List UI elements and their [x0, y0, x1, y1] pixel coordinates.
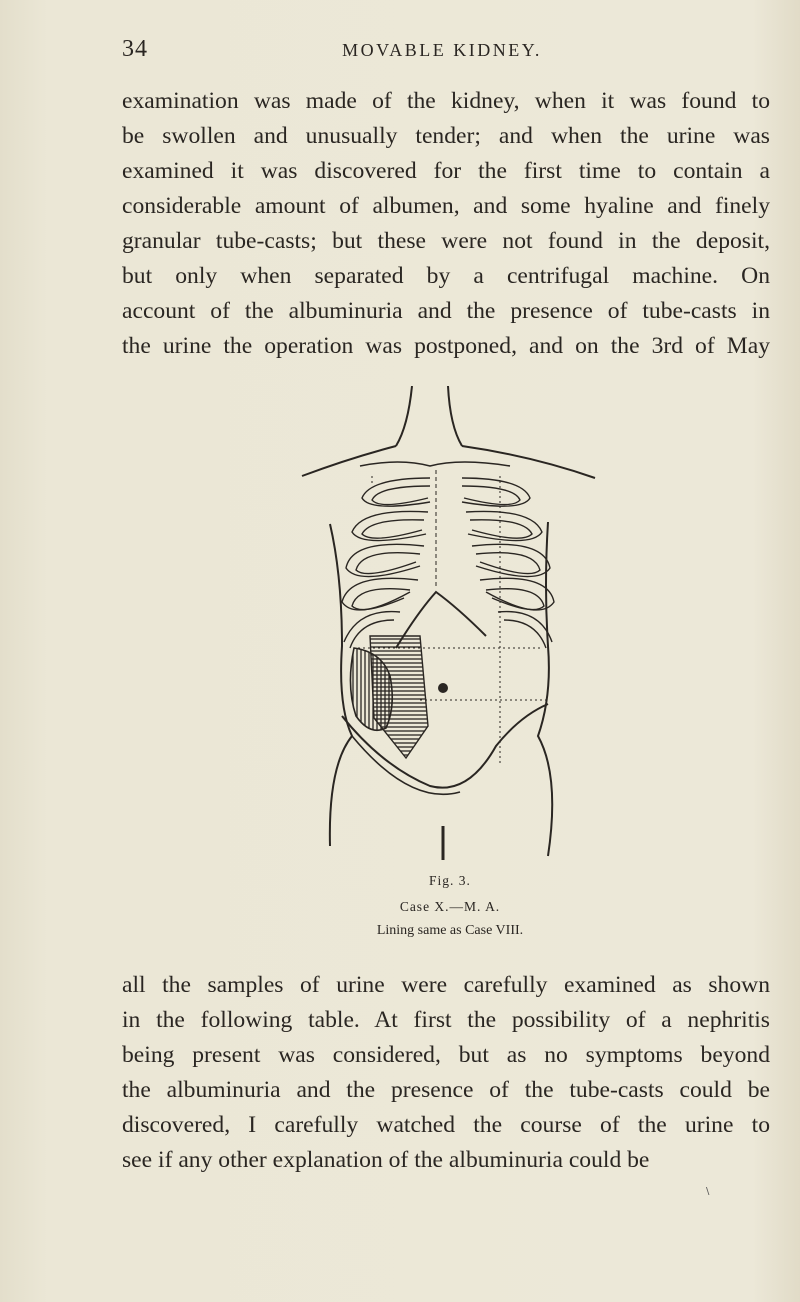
text-line: all the samples of urine were carefully examined as shown	[122, 972, 770, 998]
kidney-hatched-region	[350, 636, 448, 758]
figure-case: Case X.—M. A.	[399, 899, 501, 914]
text-line: discovered, I carefully watched the course of the urine to	[122, 1112, 770, 1138]
torso-kidney-illustration	[300, 386, 600, 864]
right-ribcage	[462, 478, 554, 648]
shoulder-left-line	[302, 446, 396, 476]
text-line: the urine the operation was postponed, and on the 3rd of May	[122, 333, 770, 359]
text-line: considerable amount of albumen, and some hyaline and finely	[122, 193, 770, 219]
neck-right-line	[448, 386, 462, 446]
page-header	[122, 36, 762, 72]
text-line: the albuminuria and the presence of the tube-casts could be	[122, 1077, 770, 1103]
torso-left-side	[330, 524, 352, 846]
clavicle-line	[360, 462, 510, 466]
paragraph-bottom	[122, 968, 770, 1178]
left-ribcage	[342, 478, 430, 648]
page-number: 34	[122, 36, 148, 62]
print-mark: \	[706, 1186, 710, 1197]
text-line: being present was considered, but as no symptoms beyond	[122, 1042, 770, 1068]
text-line: but only when separated by a centrifugal machine. On	[122, 263, 770, 289]
text-line: examination was made of the kidney, when it was found to	[122, 88, 770, 114]
figure-lining-note: Lining same as Case VIII.	[376, 923, 524, 938]
text-line: examined it was discovered for the first time to contain a	[122, 158, 770, 184]
text-line: account of the albuminuria and the presence of tube-casts in	[122, 298, 770, 324]
text-line: be swollen and unusually tender; and when the urine was	[122, 123, 770, 149]
text-line: granular tube-casts; but these were not found in the deposit,	[122, 228, 770, 254]
figure-label: Fig. 3.	[429, 873, 471, 888]
neck-left-line	[396, 386, 412, 446]
paragraph-top	[122, 84, 770, 364]
text-line: in the following table. At first the possibility of a nephritis	[122, 1007, 770, 1033]
costal-arch	[396, 470, 486, 648]
umbilicus-dot	[438, 683, 448, 693]
text-line: see if any other explanation of the albuminuria could be	[122, 1147, 650, 1173]
running-head: MOVABLE KIDNEY.	[342, 40, 542, 60]
